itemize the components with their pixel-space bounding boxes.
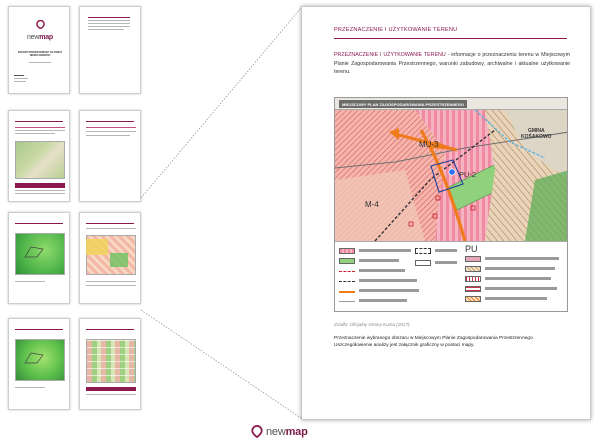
cover-title: RAPORT PRZEDSTAWIONY NA TEMAT NIERUCHOMOŚCI (17, 51, 63, 58)
footer-wordmark: newmap (266, 425, 308, 438)
footer-logo (251, 425, 308, 438)
gmina-label: GMINA KOŚAKOWO (521, 128, 552, 140)
map-source: Źródło: Oficjalny Gminy Kuma (2017) (334, 322, 410, 327)
logo-wordmark: newmap (26, 34, 54, 41)
enlarged-page (301, 6, 591, 420)
zone-label-m4: M-4 (365, 200, 379, 209)
zone-label-mu3: MU-3 (419, 140, 439, 149)
zone-label-pu2: PU-2 (459, 170, 477, 179)
title-divider (334, 38, 567, 39)
page-section-title: PRZEZNACZENIE I UŻYTKOWANIE TERENU (334, 27, 458, 33)
map-caption: Przeznaczenie wybranego obszaru w Miejscowym Planie Zagospodarowania Przestrzennego. Uszczegółowienie analizy jest załącznik graficzny w postaci mapy. (334, 336, 534, 348)
location-pin-icon (251, 425, 263, 438)
map-legend (335, 241, 568, 312)
map-header-label: MIEJSCOWY PLAN ZAGOSPODAROWANIA PRZESTRZENNEGO (339, 100, 467, 108)
zoning-map (334, 97, 568, 312)
intro-paragraph: PRZEZNACZENIE I UŻYTKOWANIE TERENU - informacje o przeznaczeniu terenu w Miejscowym Planie Zagospodarowania Przestrzennego, warunki zabudowy, archiwalne i aktualne użytkowanie terenu. (334, 52, 570, 76)
legend-pu-label: PU (465, 244, 478, 254)
